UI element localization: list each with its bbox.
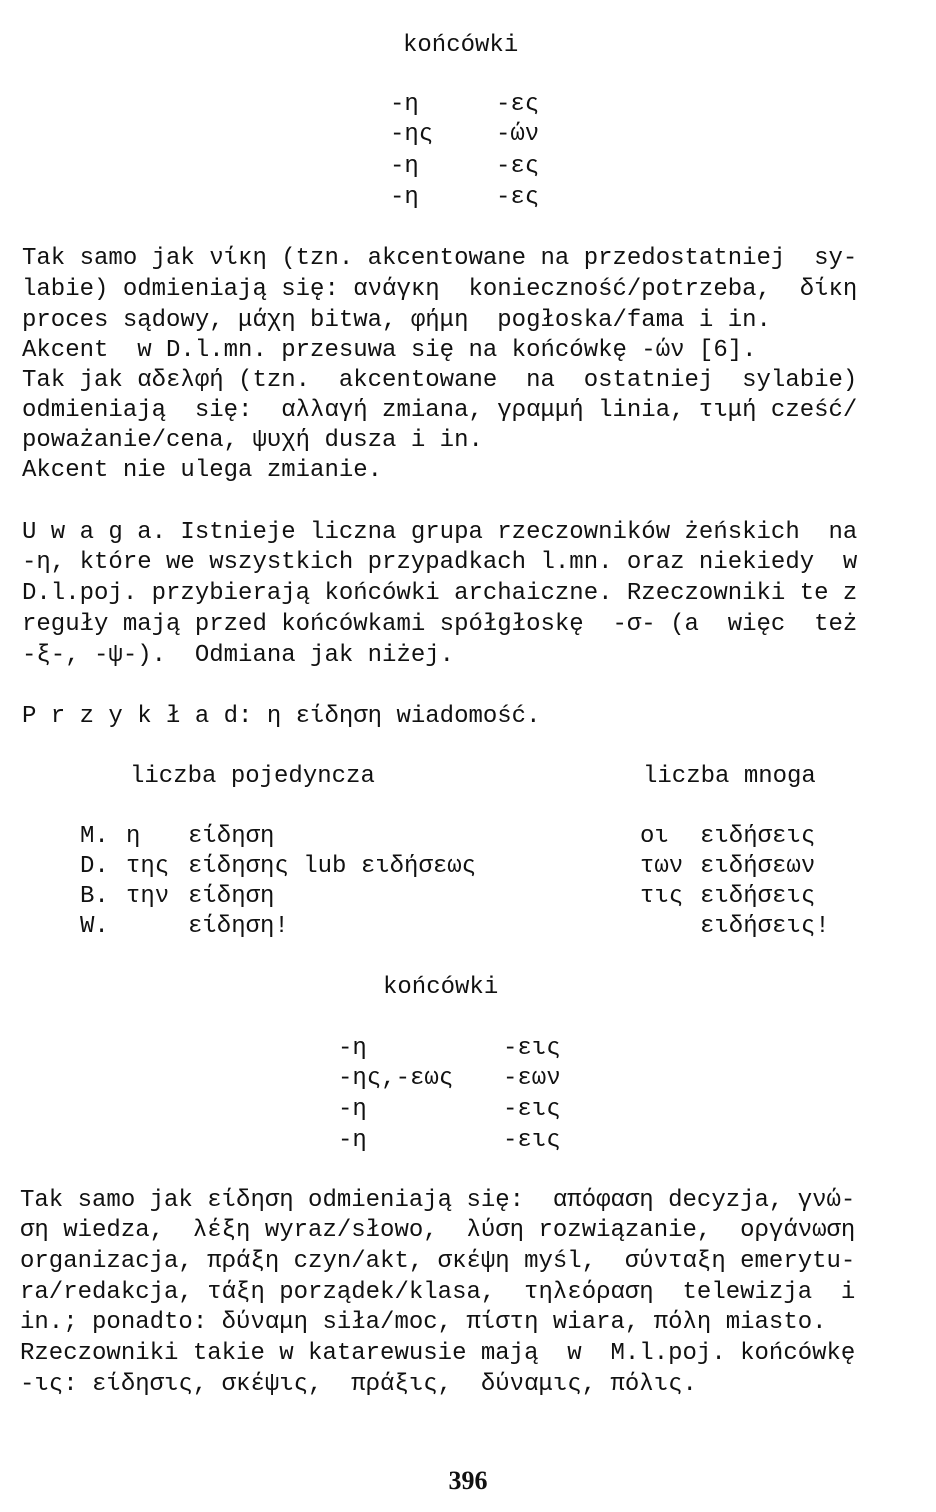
- article-sg: την: [126, 883, 170, 910]
- article-pl: οι: [640, 823, 669, 850]
- form-pl: ειδήσεις!: [700, 913, 830, 940]
- text-line: Akcent nie ulega zmianie.: [22, 457, 383, 484]
- ending-sg: -η: [390, 184, 419, 211]
- text-line: odmieniają się: αλλαγή zmiana, γραμμή linia, τιμή cześć/: [22, 397, 858, 424]
- ending-sg: -ης,-εως: [338, 1065, 454, 1092]
- ending-sg: -η: [338, 1127, 367, 1154]
- text-line: -ξ-, -ψ-). Odmiana jak niżej.: [22, 642, 455, 669]
- case-label: M.: [80, 823, 109, 850]
- text-line: Tak samo jak είδηση odmieniają się: απόφαση decyzja, γνώ-: [20, 1187, 856, 1214]
- text-line: poważanie/cena, ψυχή dusza i in.: [22, 427, 483, 454]
- text-line: in.; ponadto: δύναμη siła/moc, πίστη wiara, πόλη miasto.: [20, 1309, 827, 1336]
- text-line: Akcent w D.l.mn. przesuwa się na końcówkę -ών [6].: [22, 337, 757, 364]
- text-line: -η, które we wszystkich przypadkach l.mn. oraz niekiedy w: [22, 549, 858, 576]
- text-line: ra/redakcja, τάξη porządek/klasa, τηλεόραση telewizja i: [20, 1279, 856, 1306]
- form-sg: είδηση!: [188, 913, 289, 940]
- page-number: 396: [448, 1466, 488, 1495]
- text-line: -ις: είδησις, σκέψις, πράξις, δύναμις, πόλις.: [20, 1371, 697, 1398]
- article-sg: της: [126, 853, 170, 880]
- case-label: W.: [80, 913, 109, 940]
- text-line: reguły mają przed końcówkami spółgłoskę -σ- (a więc też: [22, 611, 858, 638]
- ending-pl: -εων: [503, 1065, 561, 1092]
- text-line: proces sądowy, μάχη bitwa, φήμη pogłoska/fama i in.: [22, 307, 771, 334]
- example-line: P r z y k ł a d: η είδηση wiadomość.: [22, 703, 541, 730]
- header-singular: liczba pojedyncza: [130, 763, 375, 790]
- header-plural: liczba mnoga: [643, 763, 816, 790]
- text-line: U w a g a. Istnieje liczna grupa rzeczowników żeńskich na: [22, 519, 858, 546]
- ending-pl: -ες: [496, 184, 540, 211]
- text-line: Rzeczowniki takie w katarewusie mają w M.l.poj. końcówkę: [20, 1340, 856, 1367]
- text-line: Tak jak αδελφή (tzn. akcentowane na ostatniej sylabie): [22, 367, 858, 394]
- case-label: D.: [80, 853, 109, 880]
- form-sg: είδηση: [188, 823, 275, 850]
- text-line: labie) odmieniają się: ανάγκη konieczność/potrzeba, δίκη: [22, 276, 858, 303]
- ending-pl: -ών: [496, 121, 540, 148]
- form-pl: ειδήσεων: [700, 853, 816, 880]
- ending-pl: -εις: [503, 1096, 561, 1123]
- ending-sg: -ης: [390, 121, 434, 148]
- heading-endings-bottom: końcówki: [383, 974, 499, 1001]
- ending-pl: -ες: [496, 91, 540, 118]
- text-line: D.l.poj. przybierają końcówki archaiczne. Rzeczowniki te z: [22, 580, 858, 607]
- form-sg: είδηση: [188, 883, 275, 910]
- ending-pl: -ες: [496, 153, 540, 180]
- ending-sg: -η: [338, 1035, 367, 1062]
- ending-pl: -εις: [503, 1035, 561, 1062]
- article-sg: η: [126, 823, 141, 850]
- form-pl: ειδήσεις: [700, 883, 816, 910]
- ending-sg: -η: [390, 153, 419, 180]
- heading-endings-top: końcówki: [403, 32, 519, 59]
- article-pl: τις: [640, 883, 684, 910]
- ending-pl: -εις: [503, 1127, 561, 1154]
- case-label: B.: [80, 883, 109, 910]
- ending-sg: -η: [390, 91, 419, 118]
- form-sg: είδησης lub ειδήσεως: [188, 853, 477, 880]
- text-line: Tak samo jak νίκη (tzn. akcentowane na przedostatniej sy-: [22, 245, 858, 272]
- text-line: organizacja, πράξη czyn/akt, σκέψη myśl, σύνταξη emerytu-: [20, 1248, 856, 1275]
- article-pl: των: [640, 853, 684, 880]
- text-line: ση wiedza, λέξη wyraz/słowo, λύση rozwiązanie, οργάνωση: [20, 1217, 856, 1244]
- form-pl: ειδήσεις: [700, 823, 816, 850]
- ending-sg: -η: [338, 1096, 367, 1123]
